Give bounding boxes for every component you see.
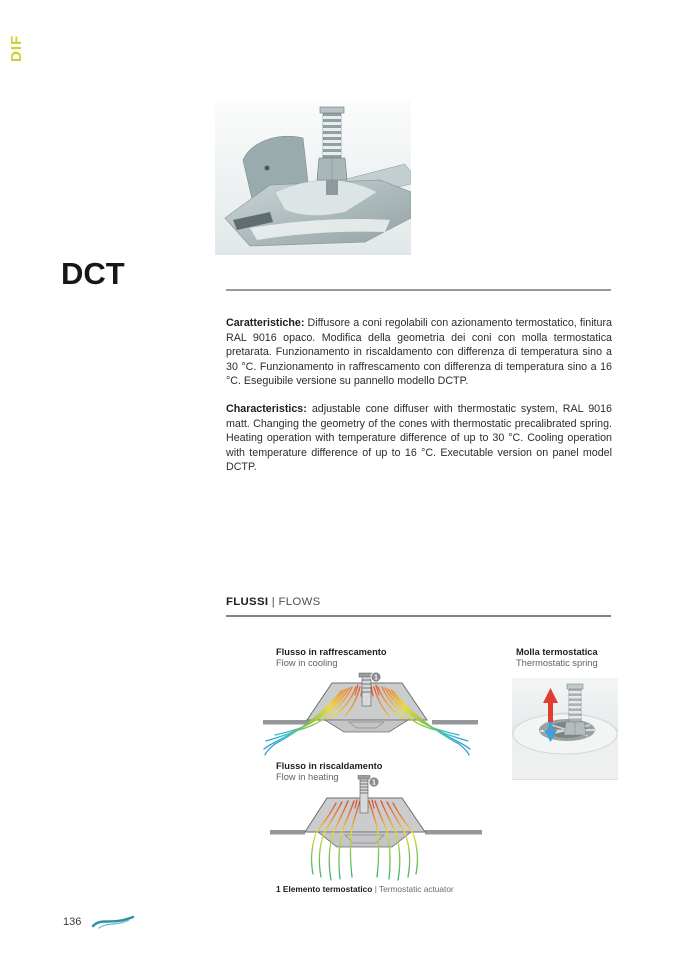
thermostatic-spring-photo [512,678,618,780]
ceiling-right [425,830,482,835]
heating-label-it: Flusso in riscaldamento [276,761,383,771]
marker-1-icon [369,777,379,787]
description-italian [226,316,612,389]
spring-label-it: Molla termostatica [516,647,598,657]
description-english-body: adjustable cone diffuser with thermostatic system, RAL 9016 matt. Changing the geometry of the cones with thermostatic precalibrated spring. Heating operation with temperature difference of up to 30 °C. Cooling operation with temperature difference of up to 16 °C. Executable version on panel model DCTP. [226,403,612,473]
spring-label-en: Thermostatic spring [516,658,598,669]
ceiling-right [432,720,478,725]
brand-logo-icon [90,913,138,933]
description-english-lead: Characteristics: [226,403,307,415]
thermostatic-screw [358,776,370,814]
product-photo [215,100,411,255]
cooling-label-en: Flow in cooling [276,658,338,669]
marker-1-icon [371,672,381,682]
cooling-flow-label [276,647,387,670]
flows-divider-line [226,615,611,617]
cooling-flow-diagram [263,670,478,765]
description-italian-lead: Caratteristiche: [226,317,305,329]
caption-divider: | [374,884,377,894]
title-divider [226,289,611,291]
ceiling-left [270,830,305,835]
diagram-caption [276,884,454,894]
flows-heading-it: FLUSSI [226,596,269,608]
page-title: DCT [61,256,125,291]
thermostatic-spring-label [516,647,598,670]
flows-heading-divider: | [271,596,276,608]
heating-label-en: Flow in heating [276,772,339,783]
ceiling-left [263,720,309,725]
cooling-label-it: Flusso in raffrescamento [276,647,387,657]
svg-text:1: 1 [372,779,376,787]
page-number: 136 [63,916,82,928]
svg-text:1: 1 [374,674,378,682]
flows-heading-en: FLOWS [278,596,321,608]
description-italian-body: Diffusore a coni regolabili con azionamento termostatico, finitura RAL 9016 opaco. Modifica della geometria dei coni con molla termostatica pretarata. Funzionamento in riscaldamento con differenza di temperatura sino a 30 °C. Funzionamento in raffrescamento con differenza di temperatura sino a 16 °C. Eseguibile versione su pannello modello DCTP. [226,317,612,387]
side-tab-label: DIF [8,34,25,62]
caption-lead: 1 Elemento termostatico [276,884,373,894]
heating-flow-diagram [270,775,482,883]
description-english [226,402,612,475]
caption-rest: Termostatic actuator [379,884,454,894]
flows-heading [226,596,321,608]
